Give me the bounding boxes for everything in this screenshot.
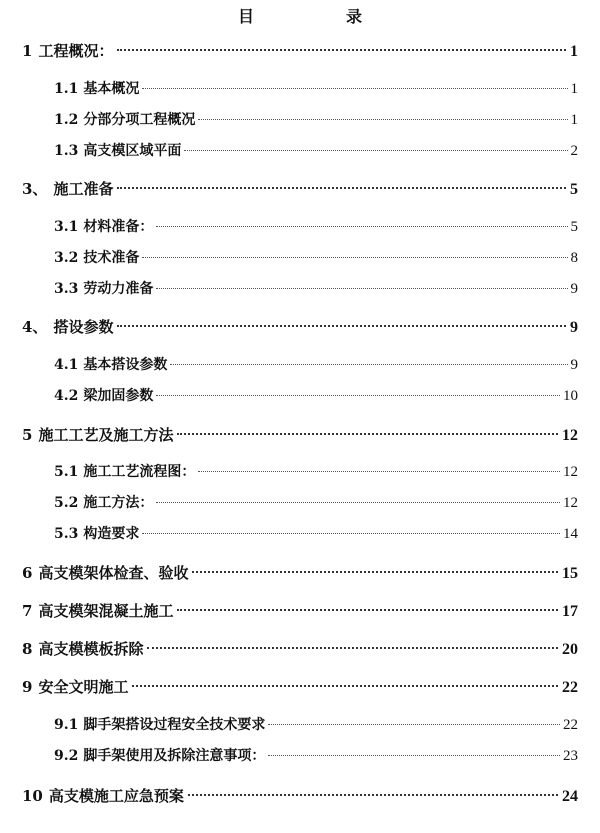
dot-leader <box>142 533 560 534</box>
toc-section-entry[interactable] <box>54 109 578 131</box>
toc-entry-number: 5 <box>22 426 33 444</box>
toc-entry-title: 劳动力准备 <box>83 281 154 297</box>
dot-leader <box>188 794 558 796</box>
toc-page-number: 15 <box>562 565 578 582</box>
toc-section-entry[interactable] <box>54 714 578 736</box>
dot-leader <box>117 187 566 189</box>
toc-entry-heading <box>22 424 173 446</box>
toc-page-number: 8 <box>570 250 578 266</box>
toc-section-entry[interactable] <box>54 278 578 300</box>
toc-entry-title: 基本概况 <box>83 81 140 97</box>
toc-entry-number: 9 <box>22 678 33 696</box>
dot-leader <box>132 685 558 687</box>
toc-entry-number: 9.1 <box>54 717 79 733</box>
toc-entry-heading <box>22 40 113 62</box>
toc-page-number: 1 <box>570 81 578 97</box>
toc-entry-title: 构造要求 <box>83 526 140 542</box>
dot-leader <box>170 364 567 365</box>
toc-entry-number: 1.3 <box>54 143 79 159</box>
toc-section-entry[interactable] <box>54 216 578 238</box>
toc-entry-heading <box>54 247 139 269</box>
toc-entry-heading <box>54 354 167 376</box>
toc-entry-title: 高支模区域平面 <box>83 143 182 159</box>
toc-entry-number: 10 <box>22 787 43 805</box>
dot-leader <box>198 471 560 472</box>
toc-page-number: 9 <box>570 357 578 373</box>
toc-page-number: 22 <box>562 679 578 696</box>
dot-leader <box>142 257 567 258</box>
toc-page-number: 10 <box>563 388 578 404</box>
dot-leader <box>156 226 567 227</box>
toc-section-entry[interactable] <box>54 247 578 269</box>
toc-entry-title: 高支模施工应急预案 <box>48 787 184 805</box>
toc-entry-number: 8 <box>22 640 33 658</box>
toc-entry-title: 高支模架体检查、验收 <box>38 564 189 582</box>
toc-entry-heading <box>54 109 195 131</box>
toc-chapter-entry[interactable] <box>22 424 578 446</box>
toc-page-number: 17 <box>562 603 578 620</box>
dot-leader <box>117 325 566 327</box>
dot-leader <box>192 571 558 573</box>
toc-chapter-entry[interactable] <box>22 40 578 62</box>
toc-page-number: 9 <box>570 281 578 297</box>
toc-entry-title: 基本搭设参数 <box>83 357 168 373</box>
toc-page-number: 20 <box>562 641 578 658</box>
toc-entry-title: 脚手架搭设过程安全技术要求 <box>83 717 266 733</box>
toc-page-number: 24 <box>562 788 578 805</box>
toc-chapter-entry[interactable] <box>22 638 578 660</box>
toc-entry-heading <box>22 600 173 622</box>
toc-entry-heading <box>22 785 184 807</box>
toc-section-entry[interactable] <box>54 385 578 407</box>
dot-leader <box>156 288 567 289</box>
toc-section-entry[interactable] <box>54 461 578 483</box>
toc-page-number: 1 <box>570 43 578 60</box>
toc-entry-number: 3.2 <box>54 250 79 266</box>
toc-entry-title: 施工工艺及施工方法 <box>38 426 174 444</box>
toc-chapter-entry[interactable] <box>22 178 578 200</box>
toc-chapter-entry[interactable] <box>22 316 578 338</box>
toc-entry-title: 工程概况： <box>38 42 114 60</box>
toc-entry-heading <box>22 316 113 338</box>
toc-entry-number: 5.1 <box>54 464 79 480</box>
toc-entry-number: 1 <box>22 42 33 60</box>
toc-chapter-entry[interactable] <box>22 600 578 622</box>
toc-entry-heading <box>54 278 153 300</box>
dot-leader <box>177 609 558 611</box>
toc-section-entry[interactable] <box>54 78 578 100</box>
toc-page-number: 5 <box>570 181 578 198</box>
toc-chapter-entry[interactable] <box>22 676 578 698</box>
toc-entry-number: 5.3 <box>54 526 79 542</box>
toc-entry-number: 1.1 <box>54 81 79 97</box>
toc-section-entry[interactable] <box>54 523 578 545</box>
toc-entry-title: 施工准备 <box>53 180 114 198</box>
toc-entry-number: 5.2 <box>54 495 79 511</box>
toc-entry-heading <box>22 562 188 584</box>
toc-section-entry[interactable] <box>54 354 578 376</box>
dot-leader <box>268 755 560 756</box>
dot-leader <box>142 88 567 89</box>
toc-chapter-entry[interactable] <box>22 562 578 584</box>
toc-entry-heading <box>54 461 195 483</box>
toc-entry-title: 分部分项工程概况 <box>83 112 196 128</box>
toc-entry-title: 梁加固参数 <box>83 388 154 404</box>
dot-leader <box>156 502 560 503</box>
toc-entry-title: 高支模模板拆除 <box>38 640 144 658</box>
toc-entry-heading <box>22 178 113 200</box>
toc-entry-title: 脚手架使用及拆除注意事项： <box>83 748 266 764</box>
dot-leader <box>147 647 558 649</box>
dot-leader <box>117 49 566 51</box>
toc-entry-heading <box>54 140 181 162</box>
toc-page-number: 23 <box>563 748 578 764</box>
toc-entry-title: 材料准备： <box>83 219 154 235</box>
toc-entry-heading <box>22 676 128 698</box>
toc-entry-title: 安全文明施工 <box>38 678 129 696</box>
toc-page-number: 2 <box>570 143 578 159</box>
toc-entry-number: 3.1 <box>54 219 79 235</box>
toc-entry-heading <box>54 523 139 545</box>
dot-leader <box>268 724 560 725</box>
toc-entry-heading <box>54 492 153 514</box>
toc-entry-heading <box>22 638 143 660</box>
toc-section-entry[interactable] <box>54 745 578 767</box>
toc-entry-title: 高支模架混凝土施工 <box>38 602 174 620</box>
toc-page-number: 14 <box>563 526 578 542</box>
toc-entry-heading <box>54 216 153 238</box>
toc-chapter-entry[interactable] <box>22 785 578 807</box>
page-title: 目 录 <box>237 7 400 26</box>
toc-entry-number: 1.2 <box>54 112 79 128</box>
toc-entry-title: 施工工艺流程图： <box>83 464 196 480</box>
toc-entry-number: 3、 <box>22 180 48 198</box>
toc-page-number: 1 <box>570 112 578 128</box>
toc-page-number: 5 <box>570 219 578 235</box>
toc-entry-heading <box>54 78 139 100</box>
dot-leader <box>198 119 567 120</box>
toc-entry-title: 搭设参数 <box>53 318 114 336</box>
toc-entry-number: 4.2 <box>54 388 79 404</box>
toc-entry-heading <box>54 714 265 736</box>
toc-page-number: 9 <box>570 319 578 336</box>
toc-entry-number: 6 <box>22 564 33 582</box>
toc-entry-number: 7 <box>22 602 33 620</box>
toc-page-number: 12 <box>563 464 578 480</box>
toc-page-number: 12 <box>562 427 578 444</box>
toc-section-entry[interactable] <box>54 492 578 514</box>
toc-entry-heading <box>54 385 153 407</box>
toc-entry-title: 技术准备 <box>83 250 140 266</box>
toc-entry-title: 施工方法： <box>83 495 154 511</box>
toc-section-entry[interactable] <box>54 140 578 162</box>
toc-entry-number: 9.2 <box>54 748 79 764</box>
dot-leader <box>177 433 558 435</box>
dot-leader <box>156 395 560 396</box>
toc-entry-number: 4、 <box>22 318 48 336</box>
toc-page-number: 12 <box>563 495 578 511</box>
toc-entry-number: 4.1 <box>54 357 79 373</box>
toc-entry-heading <box>54 745 265 767</box>
dot-leader <box>184 150 567 151</box>
toc-page-number: 22 <box>563 717 578 733</box>
toc-entry-number: 3.3 <box>54 281 79 297</box>
